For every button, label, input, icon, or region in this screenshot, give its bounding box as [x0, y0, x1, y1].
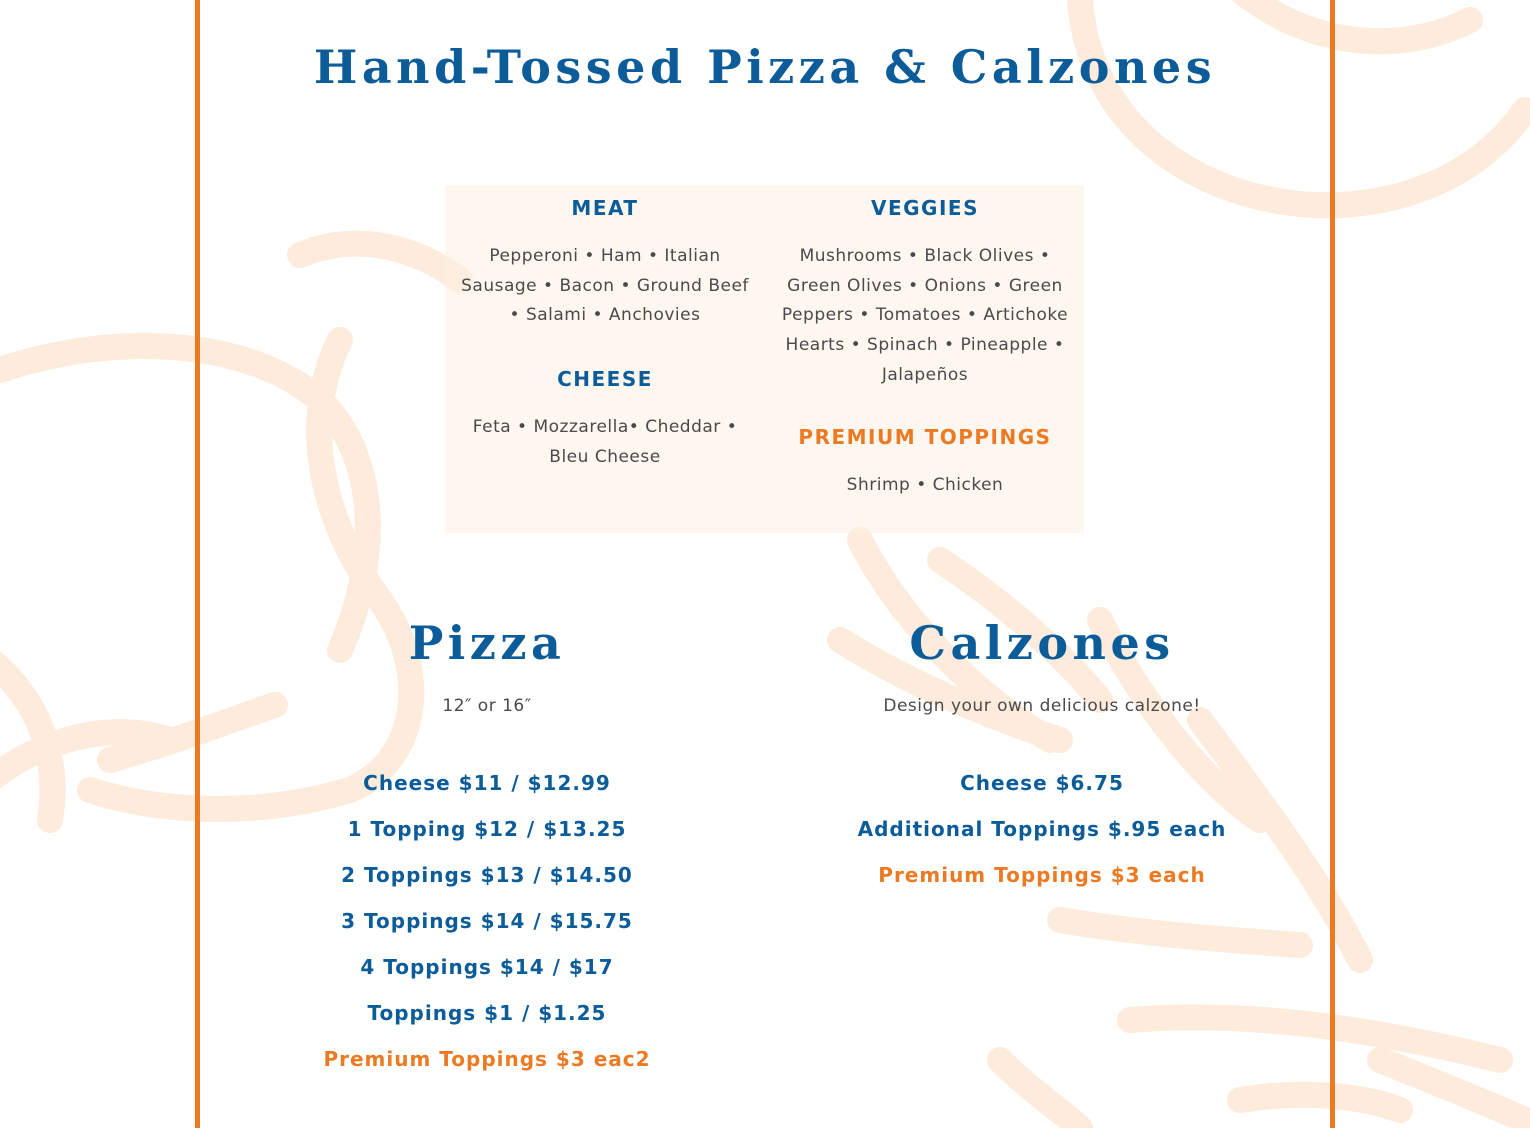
price-item: 3 Toppings $14 / $15.75 — [341, 909, 633, 933]
price-item: Cheese $11 / $12.99 — [363, 771, 611, 795]
calzones-section-title: Calzones — [909, 616, 1175, 670]
premium-toppings-heading: PREMIUM TOPPINGS — [798, 424, 1052, 449]
meat-heading: MEAT — [571, 196, 639, 220]
premium-toppings-list: Shrimp • Chicken — [846, 474, 1004, 495]
cheese-list: Feta • Mozzarella• Cheddar • Bleu Cheese — [472, 417, 738, 467]
price-item: 4 Toppings $14 / $17 — [360, 955, 614, 979]
calzones-price-list — [842, 766, 1242, 904]
toppings-column-left — [455, 196, 755, 509]
toppings-column-right — [775, 196, 1075, 536]
price-item: Toppings $1 / $1.25 — [367, 1001, 607, 1025]
veggies-heading: VEGGIES — [871, 196, 979, 220]
price-item: 1 Topping $12 / $13.25 — [347, 817, 627, 841]
premium-price-item: Premium Toppings $3 eac2 — [323, 1047, 651, 1071]
meat-list: Pepperoni • Ham • Italian Sausage • Bacon • Ground Beef • Salami • Anchovies — [461, 246, 749, 326]
price-item: 2 Toppings $13 / $14.50 — [341, 863, 633, 887]
pizza-price-list — [287, 766, 687, 1088]
page-title: Hand-Tossed Pizza & Calzones — [313, 40, 1217, 94]
veggies-list: Mushrooms • Black Olives • Green Olives • Onions • Green Peppers • Tomatoes • Artichoke Hearts • Spinach • Pineapple • Jalapeños — [781, 246, 1069, 385]
pizza-sizes: 12″ or 16″ — [442, 696, 532, 716]
premium-price-item: Premium Toppings $3 each — [878, 863, 1206, 887]
price-item: Cheese $6.75 — [960, 771, 1124, 795]
price-item: Additional Toppings $.95 each — [857, 817, 1227, 841]
pizza-section-title: Pizza — [408, 616, 566, 670]
calzones-tagline: Design your own delicious calzone! — [883, 696, 1201, 716]
cheese-heading: CHEESE — [557, 367, 653, 392]
